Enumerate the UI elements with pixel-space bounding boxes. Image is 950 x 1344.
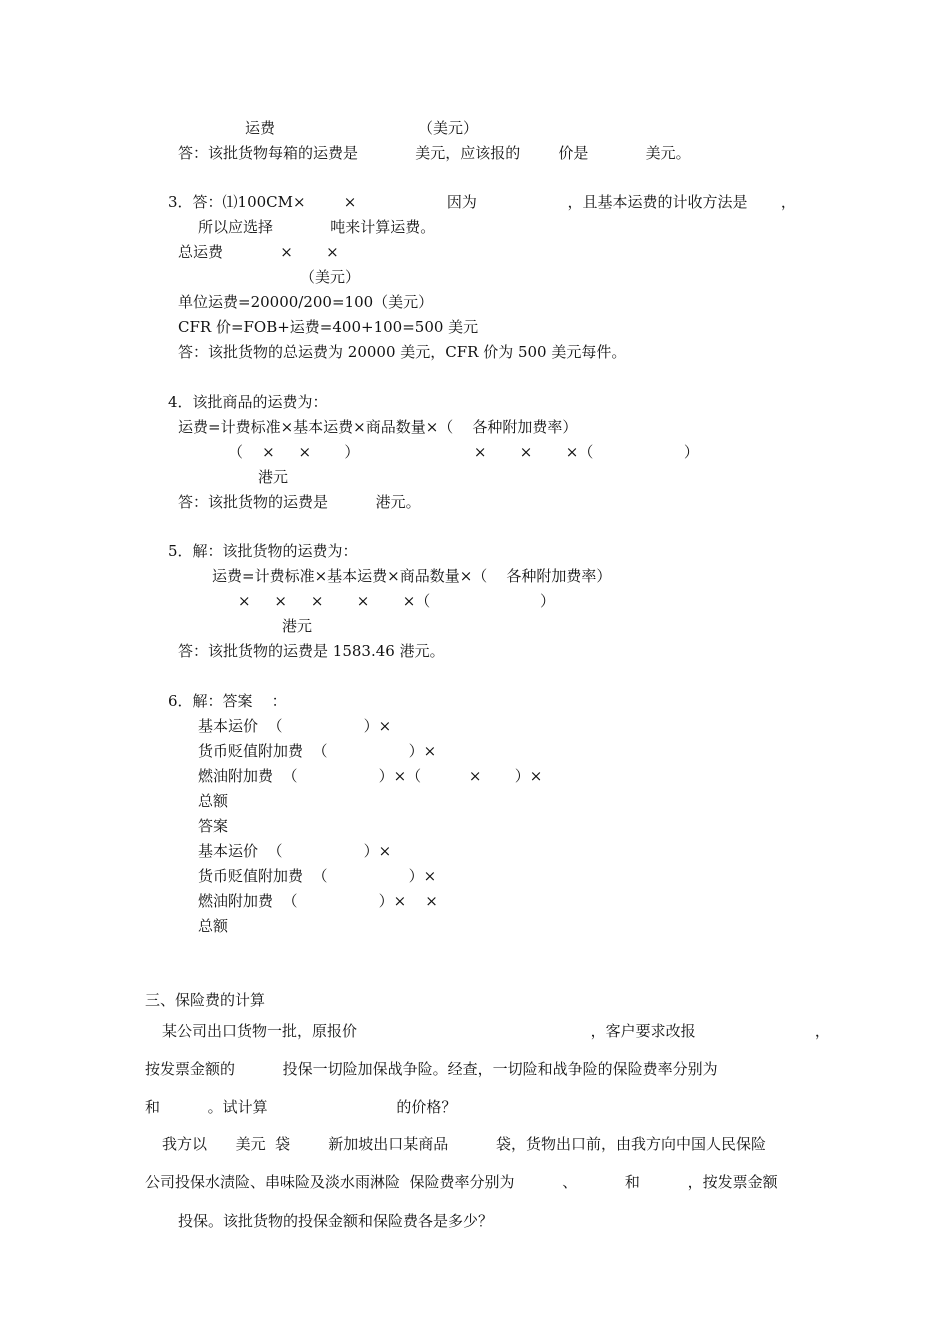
text-line: 答案 — [198, 817, 229, 835]
text-line: （ × × ） × × ×（ ） — [228, 443, 699, 461]
text-line: 答：该批货物的运费是 港元。 — [178, 493, 421, 511]
text-line: 基本运价 （ ）× — [198, 842, 392, 860]
text-line: 我方以 美元 袋 新加坡出口某商品 袋，货物出口前，由我方向中国人民保险 — [162, 1135, 766, 1153]
text-line: （美元） — [300, 268, 361, 286]
text-line: 答：该批货物每箱的运费是 美元，应该报的 价是 美元。 — [178, 144, 691, 162]
text-line: 和 。试计算 的价格？ — [145, 1098, 457, 1116]
text-line: 港元 — [258, 468, 289, 486]
text-line: 3．答：⑴100CM× × 因为 ，且基本运费的计收方法是 ， — [168, 193, 796, 211]
text-line: 某公司出口货物一批，原报价 ，客户要求改报 ， — [162, 1022, 830, 1040]
text-line: 港元 — [282, 617, 313, 635]
text-line: 货币贬值附加费 （ ）× — [198, 742, 437, 760]
text-line: 燃油附加费 （ ）×（ × ）× — [198, 767, 543, 785]
text-line: 运费=计费标准×基本运费×商品数量×（ 各种附加费率） — [178, 418, 578, 436]
text-line: 单位运费=20000/200=100（美元） — [178, 293, 434, 311]
text-line: 运费=计费标准×基本运费×商品数量×（ 各种附加费率） — [212, 567, 612, 585]
text-line: 货币贬值附加费 （ ）× — [198, 867, 437, 885]
text-line: 总额 — [198, 917, 229, 935]
text-line: 答：该批货物的运费是 1583.46 港元。 — [178, 642, 445, 660]
text-line: × × × × ×（ ） — [238, 592, 555, 610]
text-line: 所以应选择 吨来计算运费。 — [198, 218, 436, 236]
text-line: 总运费 × × — [178, 243, 339, 261]
text-line: CFR 价=FOB+运费=400+100=500 美元 — [178, 318, 479, 336]
text-line: 燃油附加费 （ ）× × — [198, 892, 438, 910]
text-line: 4．该批商品的运费为： — [168, 393, 328, 411]
text-line: 投保。该批货物的投保金额和保险费各是多少？ — [178, 1212, 494, 1230]
text-line: 答：该批货物的总运费为 20000 美元，CFR 价为 500 美元每件。 — [178, 343, 627, 361]
text-line: 运费 （美元） — [245, 119, 479, 137]
text-line: 总额 — [198, 792, 229, 810]
text-line: 基本运价 （ ）× — [198, 717, 392, 735]
text-line: 5．解：该批货物的运费为： — [168, 542, 358, 560]
text-line: 按发票金额的 投保一切险加保战争险。经查，一切险和战争险的保险费率分别为 — [145, 1060, 718, 1078]
section-heading: 三、保险费的计算 — [145, 991, 266, 1009]
text-line: 公司投保水渍险、串味险及淡水雨淋险 保险费率分别为 、 和 ，按发票金额 — [145, 1173, 778, 1191]
text-line: 6．解：答案 ： — [168, 692, 287, 710]
